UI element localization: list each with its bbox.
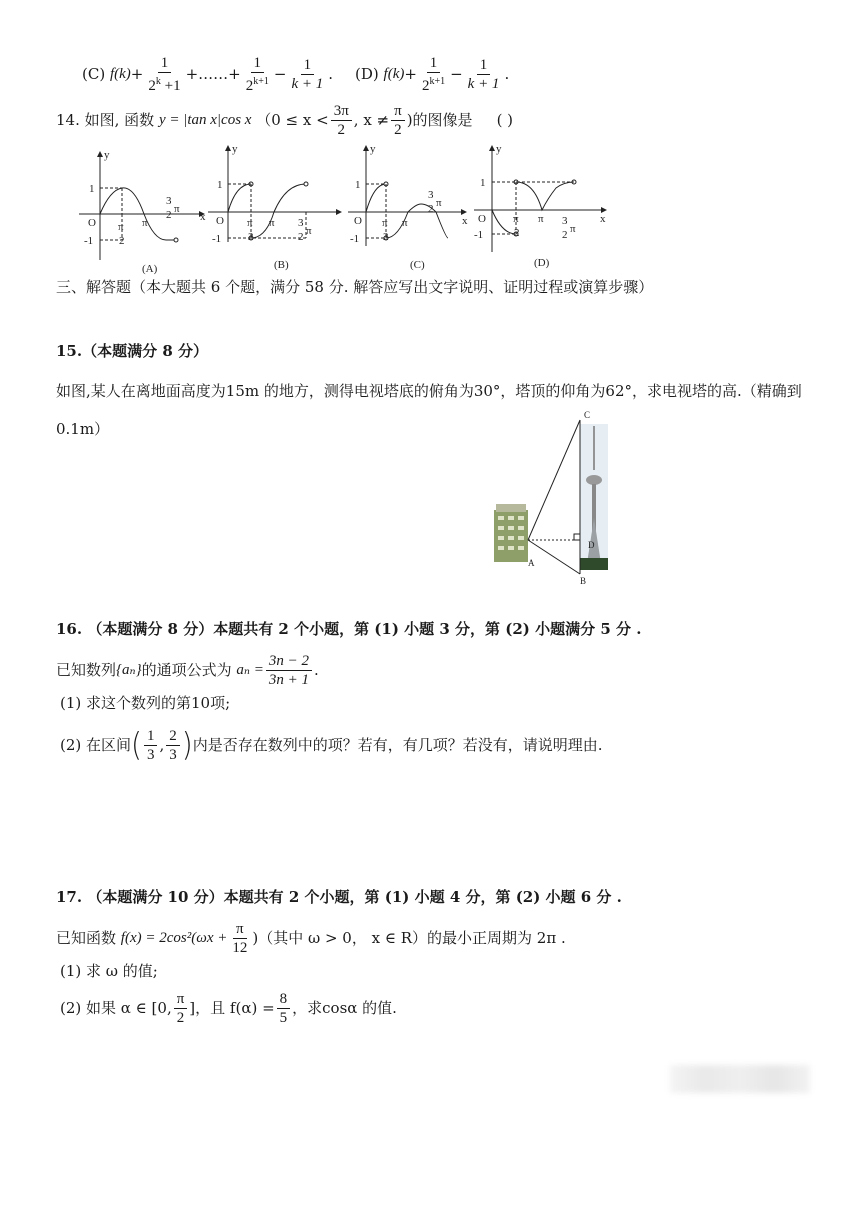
q17-given-text: 已知函数 [56,929,117,947]
fraction: $\frac{1}{k + 1}$ [467,56,500,92]
svg-text:x: x [462,215,468,227]
fraction: $\frac{1}{2^{k+1}}$ [245,54,269,94]
svg-text:3: 3 [298,217,304,229]
tv-tower-figure [488,408,618,584]
svg-text:π: π [538,213,544,225]
q15-text-line2: 0.1m） [56,420,110,438]
q14-stem [56,98,513,142]
svg-text:π: π [570,223,576,235]
q15-text-line1: 如图,某人在离地面高度为15m 的地方，测得电视塔底的俯角为30°，塔顶的仰角为62°，求电视塔的高.（精确到 [56,382,802,400]
fraction: $\frac{3\pi}{2}$ [331,102,352,139]
option-d-caption: (D) [534,257,550,269]
svg-text:-1: -1 [350,233,360,245]
q14-condition: （0 ≤ x < [256,111,329,129]
q16-title: 16. （本题满分 8 分）本题共有 2 个小题，第 (1) 小题 3 分，第 (2) 小题满分 5 分 . [56,620,642,638]
q17-given-text: )（其中 ω > 0， x ∈ R）的最小正周期为 2π . [252,929,566,947]
comma: , [159,736,165,754]
svg-text:A: A [528,558,535,568]
q13-options [82,52,509,96]
q17-given [56,916,566,960]
svg-text:-1: -1 [212,233,222,245]
svg-text:2: 2 [248,231,254,243]
q14-condition: , x ≠ [353,111,390,129]
svg-text:π: π [306,225,312,237]
svg-text:x: x [200,211,206,223]
building-image [494,504,528,562]
graph-d-labels [474,143,606,269]
fraction: $\frac{8}{5}$ [277,990,291,1027]
option-d-fk: f(k) [383,66,405,82]
right-paren: ) [181,725,193,764]
svg-text:2: 2 [298,231,304,243]
q17-part1: (1) 求 ω 的值; [60,962,158,980]
svg-text:y: y [496,143,502,155]
ellipsis: +……+ [185,65,241,83]
svg-text:y: y [104,149,110,161]
svg-text:π: π [174,203,180,215]
svg-text:π: π [382,217,388,229]
period: . [328,65,334,83]
answer-blank: ( ) [496,111,514,129]
function-expression: f(x) = 2cos²(ωx + [120,930,228,946]
q14-lead: 14. 如图, 函数 [56,111,155,129]
q14-condition: )的图像是 [406,111,473,129]
graph-d [474,146,606,252]
option-c-caption: (C) [410,259,425,271]
svg-text:π: π [269,217,275,229]
plus-sign: + [404,65,417,83]
fraction: $\frac{\pi}{2}$ [391,102,405,139]
svg-text:-1: -1 [474,229,484,241]
svg-text:3: 3 [428,189,434,201]
q16-part2-text: (2) 在区间 [60,736,132,754]
q17-title: 17. （本题满分 10 分）本题共有 2 个小题，第 (1) 小题 4 分，第 (2) 小题 6 分 . [56,888,622,906]
minus-sign: − [450,65,463,83]
svg-text:3: 3 [562,215,568,227]
svg-text:y: y [232,143,238,155]
minus-sign: − [273,65,287,83]
svg-text:2: 2 [428,203,434,215]
fraction: $\frac{\pi}{2}$ [174,990,188,1027]
svg-text:O: O [354,215,362,227]
q14-graphs [76,142,616,277]
svg-text:1: 1 [89,183,95,195]
q16-given-text: 的通项公式为 [141,661,232,679]
svg-text:x: x [600,213,606,225]
svg-text:2: 2 [119,235,125,247]
svg-text:O: O [478,213,486,225]
option-b-caption: (B) [274,259,289,271]
fraction: $\frac{\pi}{12}$ [232,920,248,956]
svg-text:π: π [513,213,519,225]
fraction: $\frac{1}{3}$ [144,727,158,764]
svg-text:y: y [370,143,376,155]
fraction: $\frac{1}{k + 1}$ [291,56,324,92]
svg-text:O: O [216,215,224,227]
section-heading: 三、解答题（本大题共 6 个题，满分 58 分. 解答应写出文字说明、证明过程或演算步骤） [56,278,654,296]
q16-part2 [60,722,602,768]
q16-given [56,648,319,692]
q14-function: y = |tan x|cos x [158,112,252,128]
svg-text:π: π [142,217,148,229]
fraction: $\frac{1}{2^k +1}$ [148,54,181,94]
svg-text:1: 1 [217,179,223,191]
q17-part2-text: ，求cosα 的值. [292,999,397,1017]
svg-text:π: π [118,221,124,233]
q17-part2-text: ]，且 f(α) = [189,999,275,1017]
svg-text:π: π [247,217,253,229]
option-a-caption: (A) [142,263,158,275]
period: . [313,661,319,679]
svg-text:1: 1 [355,179,361,191]
fraction: $\frac{1}{2^{k+1}}$ [421,54,446,94]
plus-sign: + [130,65,144,83]
svg-text:B: B [580,576,587,584]
svg-text:π: π [436,197,442,209]
general-term: aₙ = [236,662,264,678]
q16-given-text: 已知数列 [56,661,117,679]
svg-text:O: O [88,217,96,229]
svg-text:3: 3 [166,195,172,207]
graph-c [348,146,466,246]
option-c-fk: f(k) [109,66,131,82]
svg-text:2: 2 [514,227,520,239]
period: . [504,65,510,83]
left-paren: ( [131,725,142,764]
q15-title: 15.（本题满分 8 分） [56,342,208,360]
q17-part2-text: (2) 如果 α ∈ [0, [60,999,172,1017]
q16-part1: (1) 求这个数列的第10项; [60,694,231,712]
graph-a-labels [84,149,180,275]
svg-text:2: 2 [166,209,172,221]
fraction: $\frac{2}{3}$ [166,727,180,764]
svg-text:C: C [584,410,591,420]
sequence-symbol: {aₙ} [116,662,142,678]
blurred-watermark [670,1065,810,1093]
q17-part2 [60,986,397,1030]
svg-text:2: 2 [383,231,389,243]
svg-text:-1: -1 [84,235,94,247]
option-d-label: (D) [355,65,379,83]
graph-b-labels [200,143,312,271]
q16-part2-text: 内是否存在数列中的项？若有，有几项？若没有，请说明理由. [192,736,603,754]
option-c-label: (C) [82,65,106,83]
svg-text:π: π [402,217,408,229]
svg-text:2: 2 [562,229,568,241]
fraction: $\frac{3n - 2}{3n + 1}$ [266,652,312,689]
svg-text:D: D [588,540,595,550]
svg-text:1: 1 [480,177,486,189]
triangle-lines [528,420,580,574]
graph-a [79,152,204,260]
